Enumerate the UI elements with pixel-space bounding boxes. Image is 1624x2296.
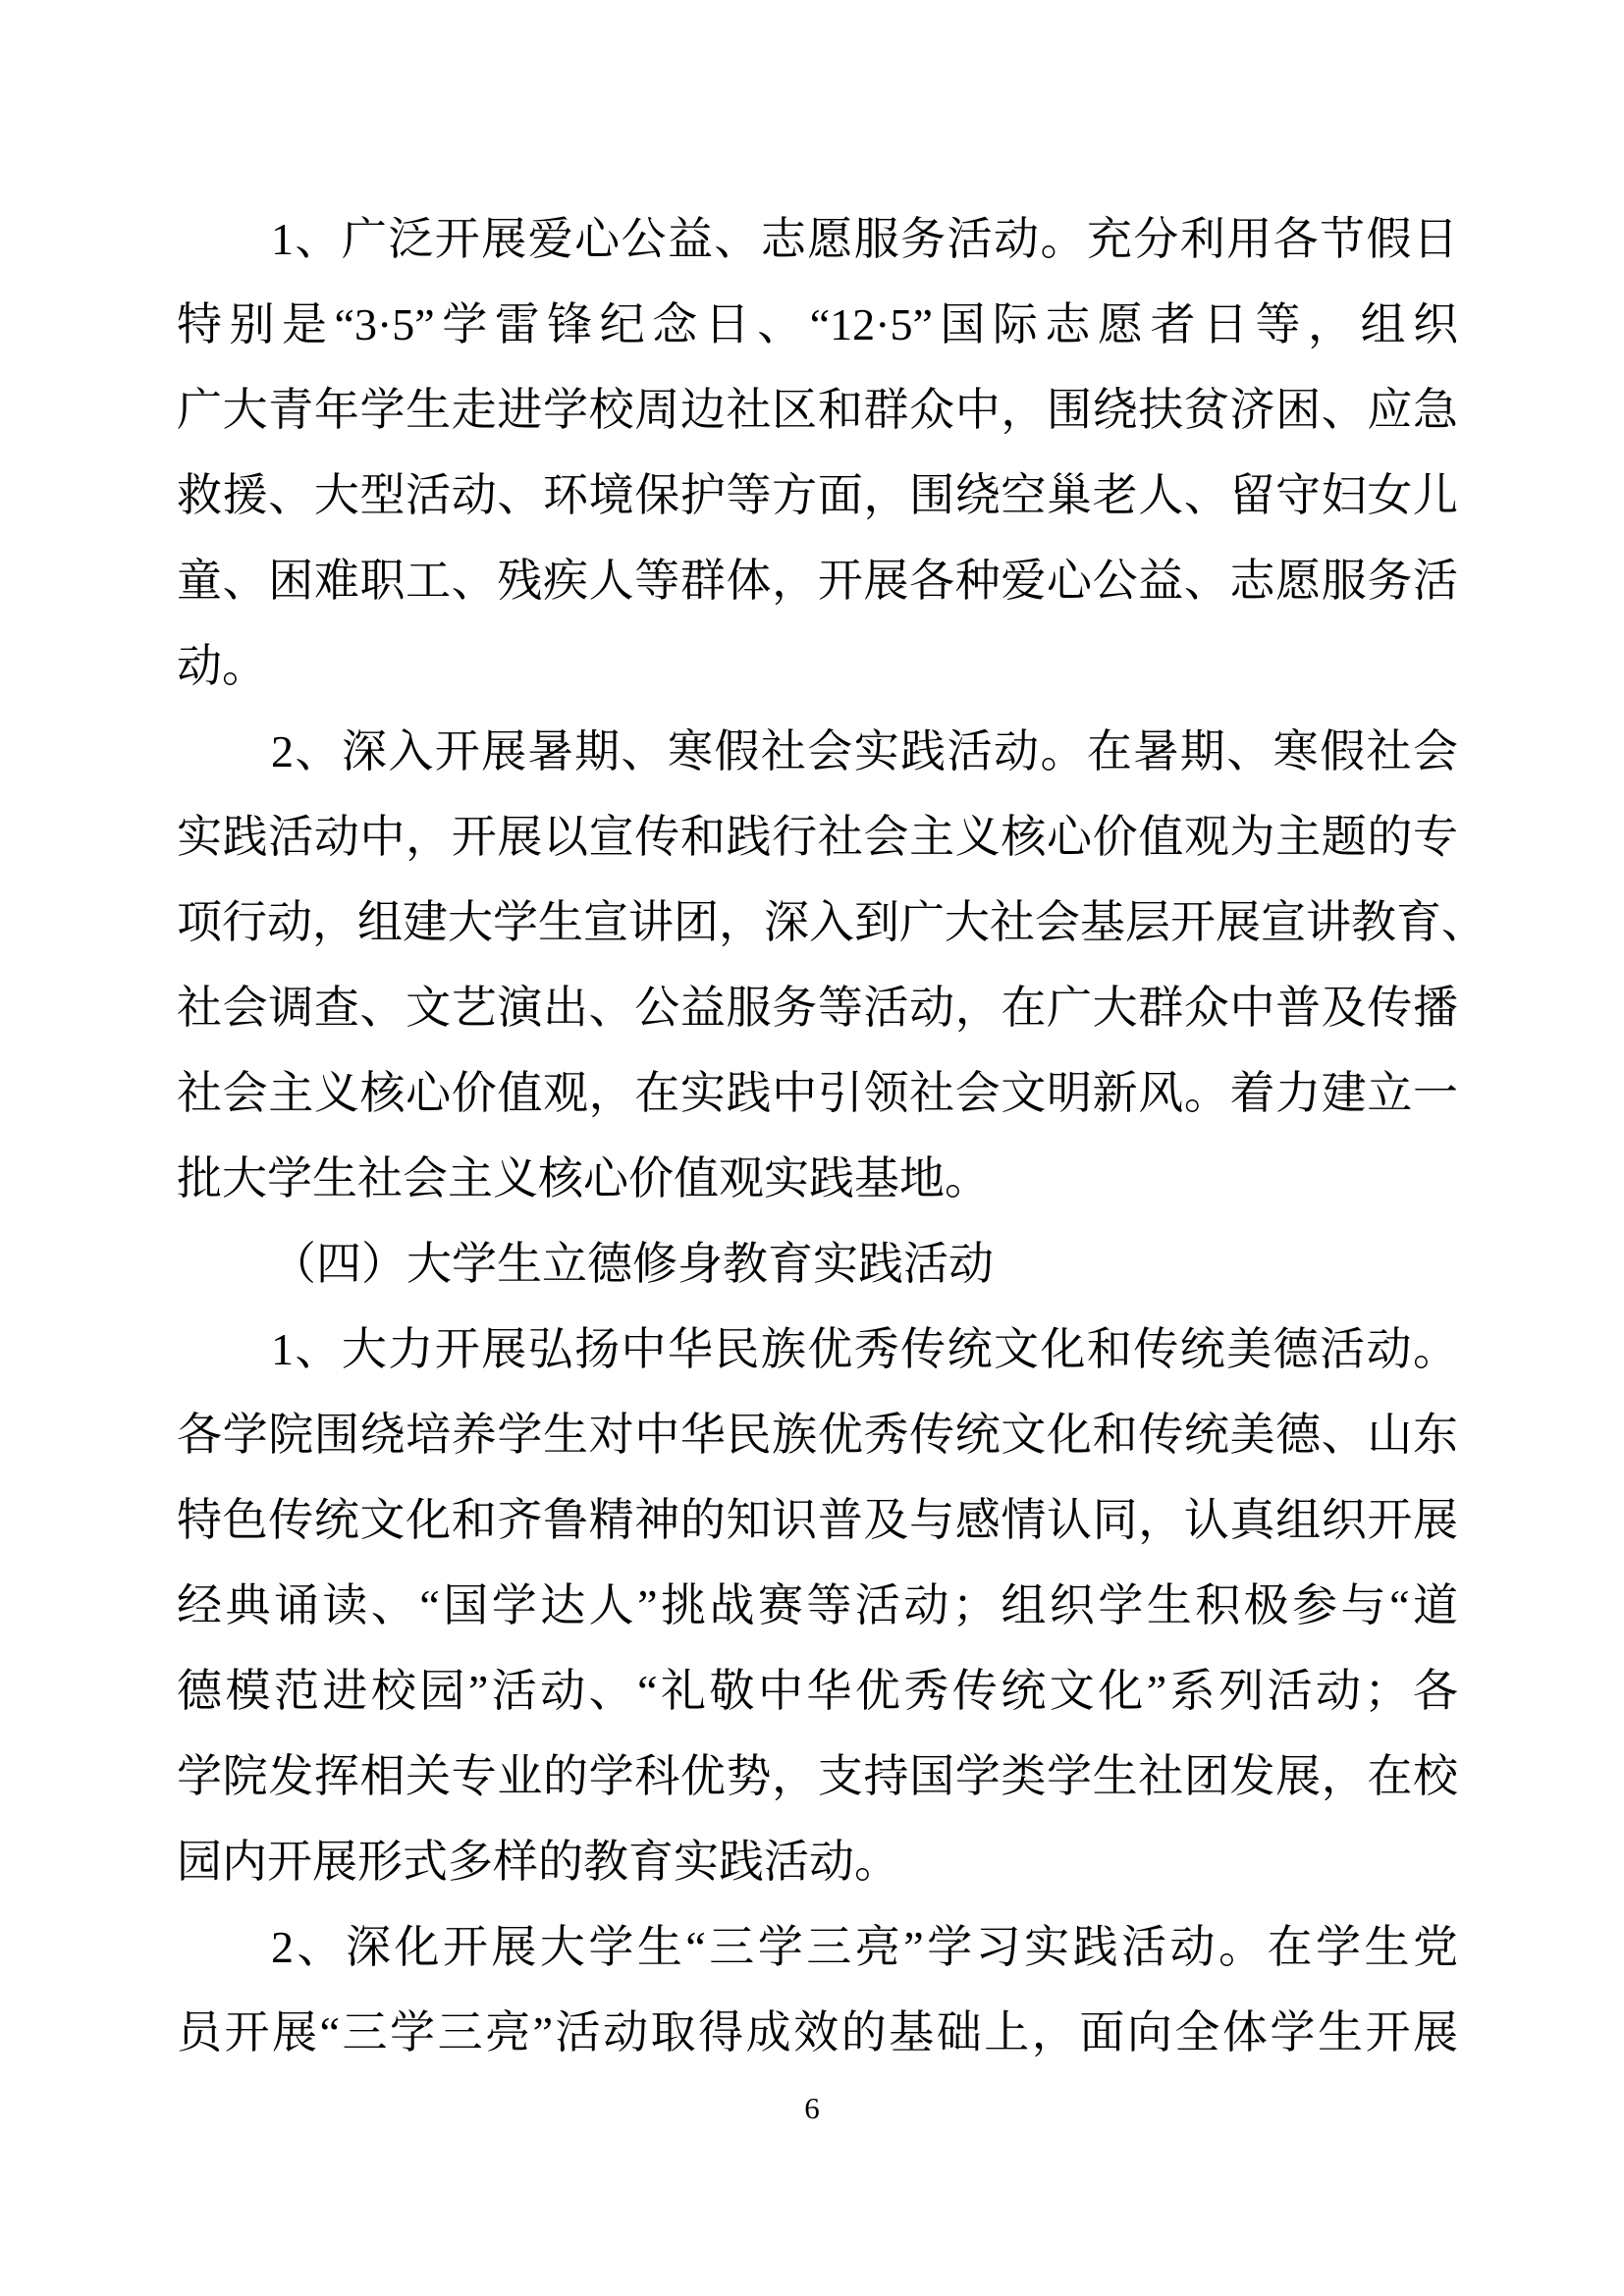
text-line: 童、困难职工、残疾人等群体，开展各种爱心公益、志愿服务活 — [177, 556, 1458, 606]
text-line: 2、深化开展大学生“三学三亮”学习实践活动。在学生党 — [271, 1922, 1458, 1972]
text-line: 员开展“三学三亮”活动取得成效的基础上，面向全体学生开展 — [177, 2007, 1458, 2057]
text-line: 园内开展形式多样的教育实践活动。 — [177, 1837, 899, 1887]
text-line: 1、大力开展弘扬中华民族优秀传统文化和传统美德活动。 — [271, 1324, 1458, 1374]
document-body — [177, 196, 1487, 2075]
text-line: 批大学生社会主义核心价值观实践基地。 — [177, 1153, 990, 1203]
text-line: 救援、大型活动、环境保护等方面，围绕空巢老人、留守妇女儿 — [177, 470, 1458, 520]
text-line: 2、深入开展暑期、寒假社会实践活动。在暑期、寒假社会 — [271, 726, 1458, 776]
text-line: 德模范进校园”活动、“礼敬中华优秀传统文化”系列活动；各 — [177, 1666, 1458, 1716]
text-line: 特别是“3·5”学雷锋纪念日、“12·5”国际志愿者日等，组织 — [177, 299, 1458, 349]
text-line: 社会调查、文艺演出、公益服务等活动，在广大群众中普及传播 — [177, 983, 1458, 1033]
text-line: 各学院围绕培养学生对中华民族优秀传统文化和传统美德、山东 — [177, 1410, 1458, 1460]
text-line: 1、广泛开展爱心公益、志愿服务活动。充分利用各节假日 — [271, 214, 1458, 264]
text-line: 实践活动中，开展以宣传和践行社会主义核心价值观为主题的专 — [177, 812, 1458, 862]
text-line: 学院发挥相关专业的学科优势，支持国学类学生社团发展，在校 — [177, 1751, 1458, 1801]
text-line: 项行动，组建大学生宣讲团，深入到广大社会基层开展宣讲教育、 — [177, 897, 1487, 947]
text-line: 广大青年学生走进学校周边社区和群众中，围绕扶贫济困、应急 — [177, 385, 1458, 435]
text-line: 社会主义核心价值观，在实践中引领社会文明新风。着力建立一 — [177, 1068, 1458, 1118]
text-line: 经典诵读、“国学达人”挑战赛等活动；组织学生积极参与“道 — [177, 1580, 1458, 1630]
section-heading: （四）大学生立德修身教育实践活动 — [271, 1239, 994, 1289]
text-line: 动。 — [177, 641, 267, 691]
text-line: 特色传统文化和齐鲁精神的知识普及与感情认同，认真组织开展 — [177, 1495, 1458, 1545]
page-number: 6 — [804, 2091, 820, 2125]
